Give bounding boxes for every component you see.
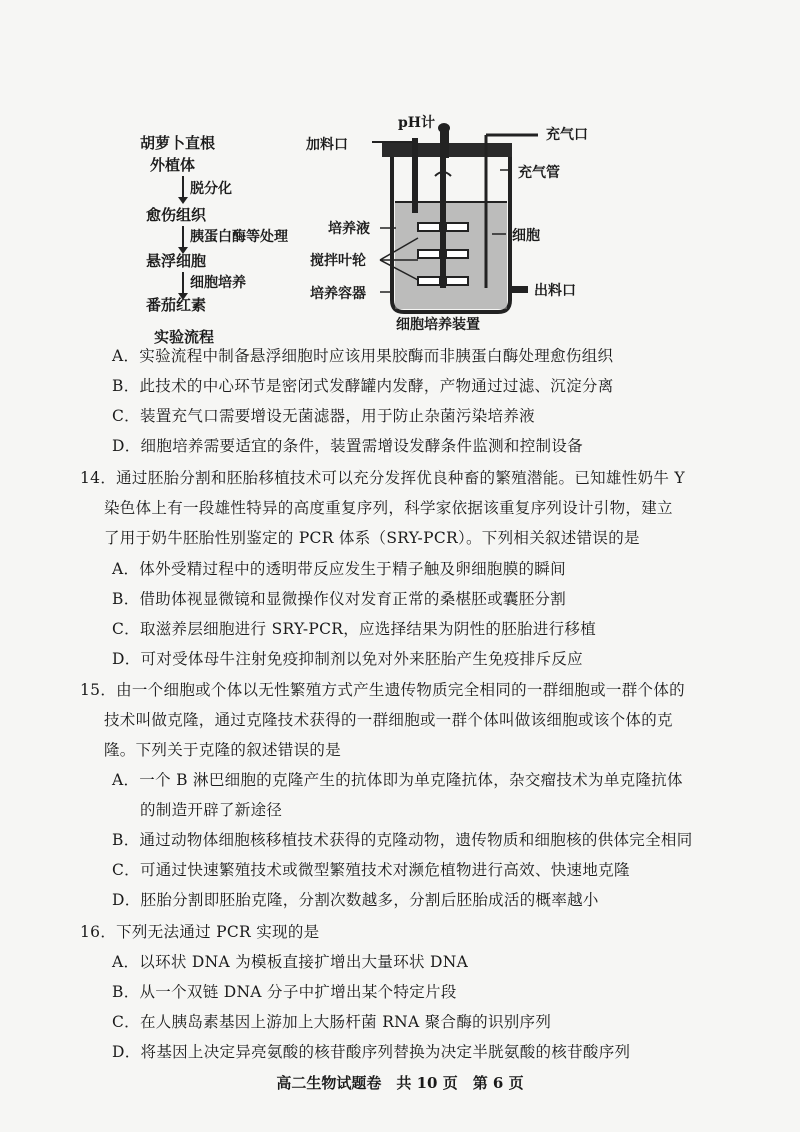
label-gas-tube: 充气管 [518,165,560,181]
q15-option-b: B．通过动物体细胞核移植技术获得的克隆动物，遗传物质和细胞核的供体完全相同 [112,831,693,849]
q14-option-c: C．取滋养层细胞进行 SRY-PCR，应选择结果为阴性的胚胎进行移植 [112,620,597,638]
flowchart-caption: 实验流程 [154,328,215,346]
q16-option-c: C．在人胰岛素基因上游加上大肠杆菌 RNA 聚合酶的识别序列 [112,1013,552,1031]
q15-option-c: C．可通过快速繁殖技术或微型繁殖技术对濒危植物进行高效、快速地克隆 [112,861,630,879]
label-gas-port: 充气口 [546,127,588,143]
q16-option-a: A．以环状 DNA 为模板直接扩增出大量环状 DNA [112,953,469,971]
flow-node-suspension-cells: 悬浮细胞 [146,252,207,270]
flow-node-lycopene: 番茄红素 [146,296,207,314]
label-feed-port: 加料口 [306,137,348,153]
q14-option-d: D．可对受体母牛注射免疫抑制剂以免对外来胚胎产生免疫排斥反应 [112,650,583,668]
q15-stem-line-3: 隆。下列关于克隆的叙述错误的是 [104,741,342,759]
q16-stem: 16．下列无法通过 PCR 实现的是 [80,923,320,941]
label-container: 培养容器 [310,286,366,302]
q14-stem-line-3: 了用于奶牛胚胎性别鉴定的 PCR 体系（SRY-PCR）。下列相关叙述错误的是 [104,529,640,547]
label-outlet: 出料口 [534,283,576,299]
q16-option-d: D．将基因上决定异亮氨酸的核苷酸序列替换为决定半胱氨酸的核苷酸序列 [112,1043,631,1061]
q14-stem-line-1: 14．通过胚胎分割和胚胎移植技术可以充分发挥优良种畜的繁殖潜能。已知雄性奶牛 Y [80,469,685,487]
q15-option-a: A．一个 B 淋巴细胞的克隆产生的抗体即为单克隆抗体，杂交瘤技术为单克隆抗体 [112,771,683,789]
flow-step-trypsin: 胰蛋白酶等处理 [190,229,288,245]
flow-step-dedifferentiation: 脱分化 [190,181,232,197]
flow-arrow-2 [182,226,184,248]
cell-culture-apparatus [300,110,620,335]
q14-option-a: A．体外受精过程中的透明带反应发生于精子触及卵细胞膜的瞬间 [112,560,566,578]
flow-arrow-3 [182,272,184,294]
q15-option-a-cont: 的制造开辟了新途径 [140,801,283,819]
q14-stem-line-2: 染色体上有一段雄性特异的高度重复序列，科学家依据该重复序列设计引物，建立 [104,499,673,517]
page-footer: 高二生物试题卷 共 10 页 第 6 页 [276,1074,524,1092]
q14-option-b: B．借助体视显微镜和显微操作仪对发育正常的桑椹胚或囊胚分割 [112,590,567,608]
flow-arrow-1 [182,176,184,198]
q13-option-b: B．此技术的中心环节是密闭式发酵罐内发酵，产物通过过滤、沉淀分离 [112,377,614,395]
label-impeller: 搅拌叶轮 [310,253,366,269]
apparatus-caption: 细胞培养装置 [396,317,480,333]
label-cells: 细胞 [512,228,540,244]
flow-node-callus: 愈伤组织 [146,206,207,224]
label-medium: 培养液 [328,221,370,237]
q15-option-d: D．胚胎分割即胚胎克隆，分割次数越多，分割后胚胎成活的概率越小 [112,891,599,909]
flow-node-explant: 外植体 [150,156,196,174]
label-ph-meter: pH计 [398,115,436,131]
q13-option-a: A．实验流程中制备悬浮细胞时应该用果胶酶而非胰蛋白酶处理愈伤组织 [112,347,614,365]
q15-stem-line-1: 15．由一个细胞或个体以无性繁殖方式产生遗传物质完全相同的一群细胞或一群个体的 [80,681,685,699]
q13-option-d: D．细胞培养需要适宜的条件，装置需增设发酵条件监测和控制设备 [112,437,583,455]
q13-option-c: C．装置充气口需要增设无菌滤器，用于防止杂菌污染培养液 [112,407,535,425]
q16-option-b: B．从一个双链 DNA 分子中扩增出某个特定片段 [112,983,457,1001]
flow-step-cell-culture: 细胞培养 [190,275,246,291]
flow-node-carrot-root: 胡萝卜直根 [140,134,216,152]
q15-stem-line-2: 技术叫做克隆，通过克隆技术获得的一群细胞或一群个体叫做该细胞或该个体的克 [104,711,673,729]
